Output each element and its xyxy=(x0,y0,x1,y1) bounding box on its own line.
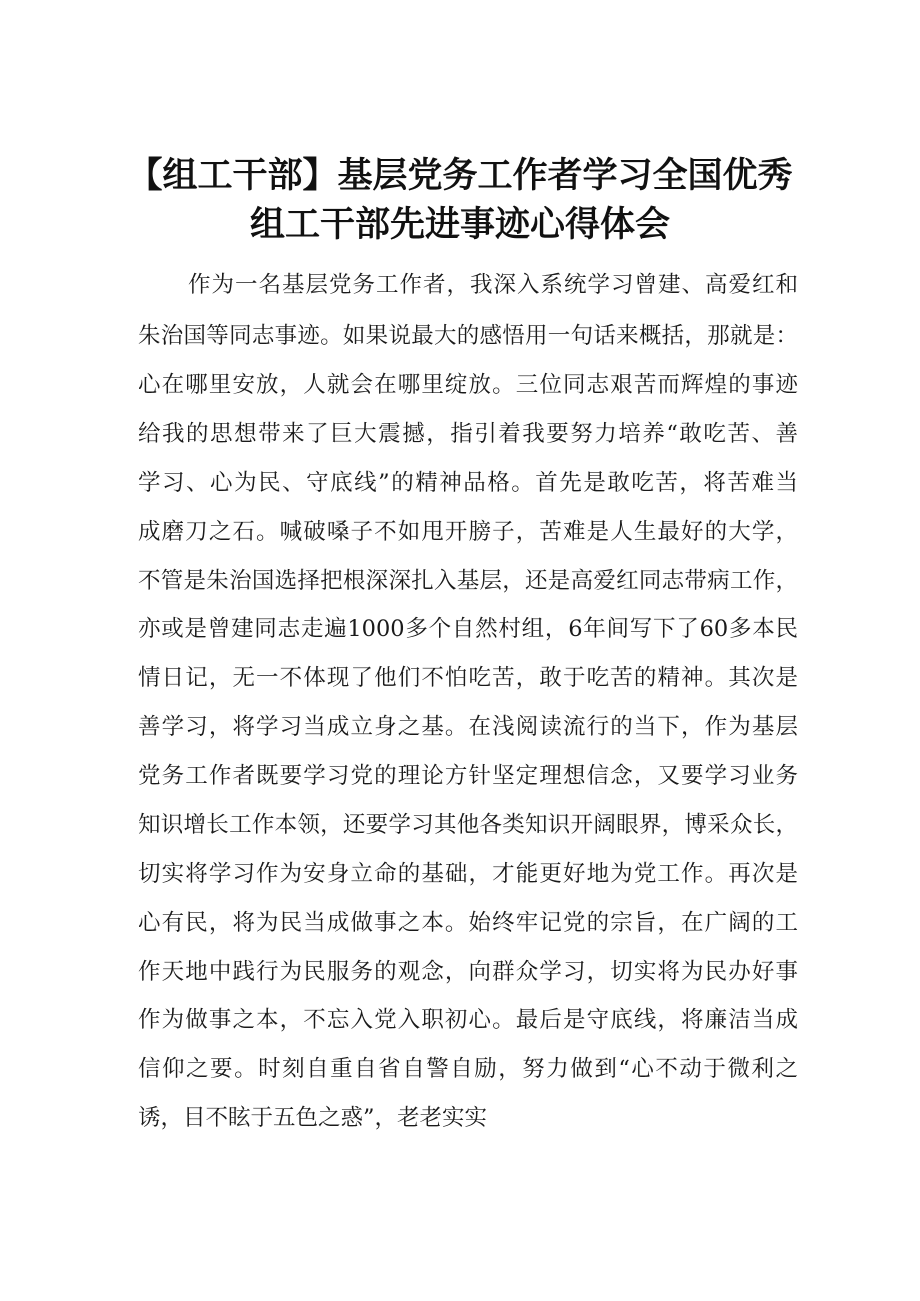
body-paragraph-line: 作天地中践行为民服务的观念，向群众学习，切实将为民办好事 xyxy=(138,959,798,985)
body-paragraph-line: 成磨刀之石。喊破嗓子不如甩开膀子，苦难是人生最好的大学， xyxy=(138,519,798,545)
body-paragraph-line: 诱，目不眩于五色之惑”，老老实实 xyxy=(138,1105,488,1131)
body-paragraph-line: 情日记，无一不体现了他们不怕吃苦，敢于吃苦的精神。其次是 xyxy=(138,665,798,691)
body-paragraph-line: 朱治国等同志事迹。如果说最大的感悟用一句话来概括，那就是： xyxy=(138,323,798,349)
body-paragraph-line: 党务工作者既要学习党的理论方针坚定理想信念，又要学习业务 xyxy=(138,763,798,789)
document-title-line-1: 【组工干部】基层党务工作者学习全国优秀 xyxy=(127,156,793,196)
body-paragraph-line: 不管是朱治国选择把根深深扎入基层，还是高爱红同志带病工作， xyxy=(138,568,798,594)
body-paragraph-line: 心有民，将为民当成做事之本。始终牢记党的宗旨，在广阔的工 xyxy=(138,910,798,936)
body-paragraph-line: 心在哪里安放，人就会在哪里绽放。三位同志艰苦而辉煌的事迹 xyxy=(138,372,798,398)
body-paragraph-line: 善学习，将学习当成立身之基。在浅阅读流行的当下，作为基层 xyxy=(138,714,798,740)
body-paragraph-line: 学习、心为民、守底线”的精神品格。首先是敢吃苦，将苦难当 xyxy=(138,470,798,496)
body-paragraph-line: 信仰之要。时刻自重自省自警自励，努力做到“心不动于微利之 xyxy=(138,1056,798,1082)
document-title-line-2: 组工干部先进事迹心得体会 xyxy=(249,205,670,245)
body-paragraph-line: 亦或是曾建同志走遍1000多个自然村组，6年间写下了60多本民 xyxy=(138,616,798,642)
body-paragraph-line: 切实将学习作为安身立命的基础，才能更好地为党工作。再次是 xyxy=(138,861,798,887)
body-paragraph-line: 作为做事之本，不忘入党入职初心。最后是守底线，将廉洁当成 xyxy=(138,1007,798,1033)
body-paragraph-line: 给我的思想带来了巨大震撼，指引着我要努力培养“敢吃苦、善 xyxy=(138,421,798,447)
body-paragraph-line: 知识增长工作本领，还要学习其他各类知识开阔眼界，博采众长， xyxy=(138,812,798,838)
body-paragraph-line: 作为一名基层党务工作者，我深入系统学习曾建、高爱红和 xyxy=(188,272,798,298)
